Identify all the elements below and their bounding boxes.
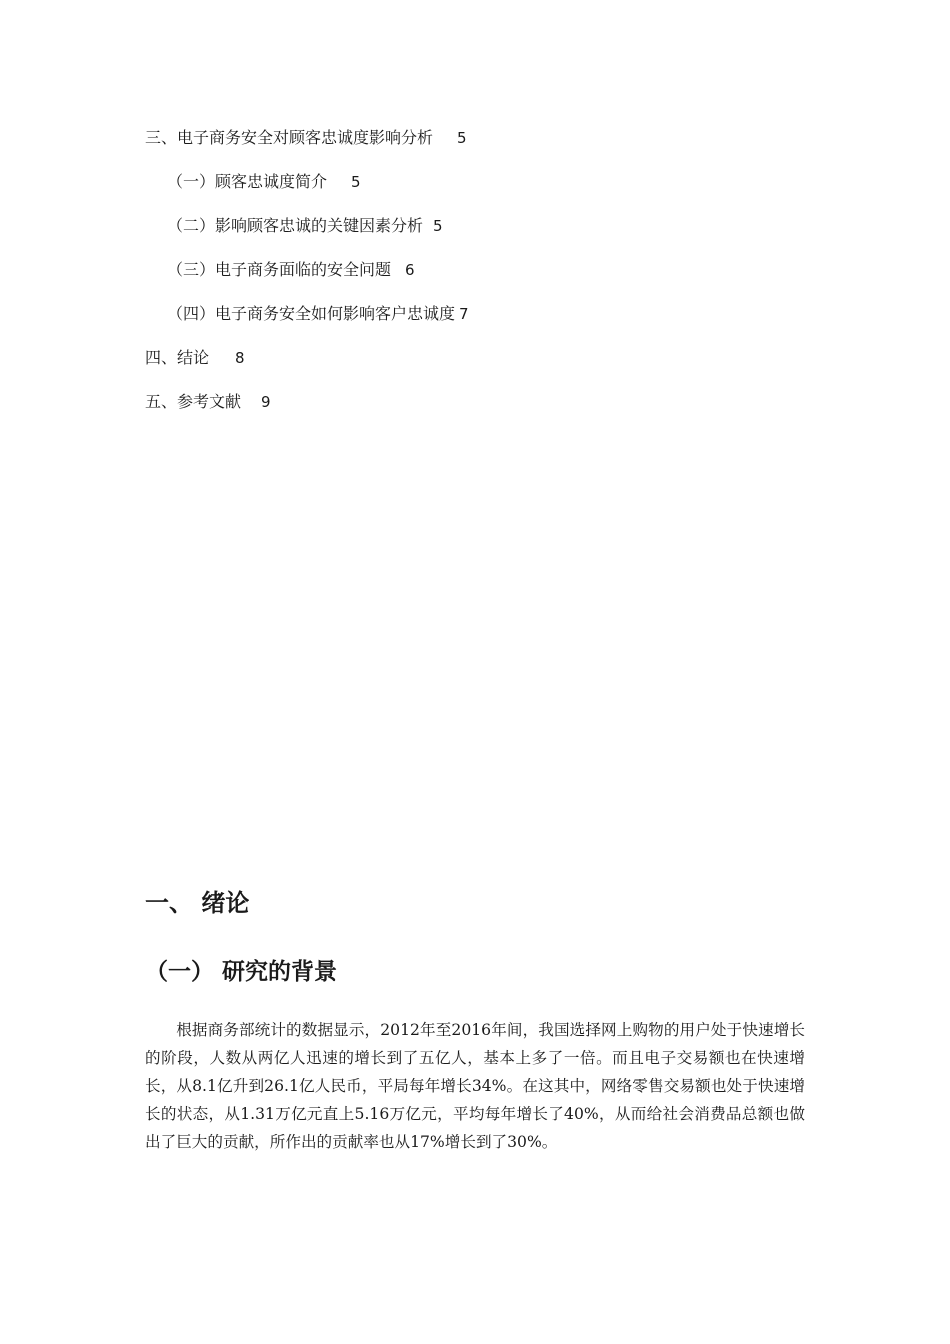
toc-entry-label: 五、参考文献 [145, 392, 242, 411]
toc-entry-page: 9 [261, 393, 271, 411]
toc-entry-label: 三、电子商务安全对顾客忠诚度影响分析 [145, 128, 434, 147]
toc-entry-page: 5 [351, 173, 361, 191]
body-paragraph: 根据商务部统计的数据显示，2012年至2016年间，我国选择网上购物的用户处于快速增长的阶段，人数从两亿人迅速的增长到了五亿人，基本上多了一倍。而且电子交易额也在快速增长，从8.1亿升到26.1亿人民币，平局每年增长34%。在这其中，网络零售交易额也处于快速增长的状态，从1.31万亿元直上5.16万亿元，平均每年增长了40%，从而给社会消费品总额也做出了巨大的贡献，所作出的贡献率也从17%增长到了30%。 [145, 1021, 805, 1151]
toc-entry-page: 5 [457, 129, 467, 147]
section-heading: 一、 绪论 [145, 889, 250, 917]
toc-entry-label: （四）电子商务安全如何影响客户忠诚度 [167, 304, 456, 323]
toc-entry-page: 7 [459, 305, 469, 323]
toc-entry-page: 5 [433, 217, 443, 235]
toc-entry[interactable] [145, 391, 271, 413]
toc-entry[interactable] [167, 215, 443, 237]
toc-entry[interactable] [167, 171, 361, 193]
toc-entry[interactable] [167, 259, 415, 281]
toc-entry[interactable] [167, 303, 469, 325]
toc-entry-label: 四、结论 [145, 348, 210, 367]
subsection-heading: （一） 研究的背景 [145, 959, 338, 985]
toc-entry-label: （三）电子商务面临的安全问题 [167, 260, 392, 279]
toc-entry-label: （一）顾客忠诚度简介 [167, 172, 328, 191]
toc-entry[interactable] [145, 127, 467, 149]
toc-entry-page: 6 [405, 261, 415, 279]
toc-entry-label: （二）影响顾客忠诚的关键因素分析 [167, 216, 424, 235]
toc-entry-page: 8 [235, 349, 245, 367]
toc-entry[interactable] [145, 347, 245, 369]
